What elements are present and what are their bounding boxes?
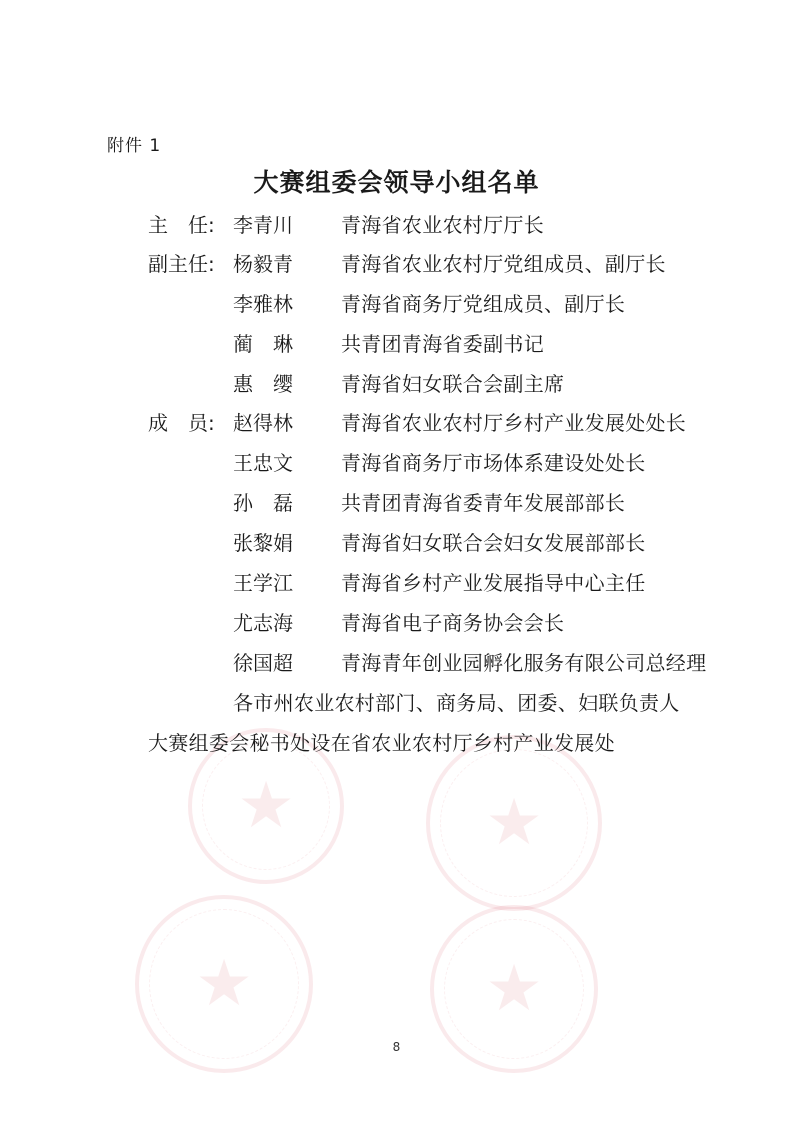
member-post: 青海省妇女联合会副主席 [341,372,565,396]
member-name: 王学江 [233,571,293,595]
star-icon: ★ [195,947,253,1021]
member-name: 惠 缨 [233,372,293,396]
member-name: 杨毅青 [233,252,293,276]
member-post: 青海省商务厅党组成员、副厅长 [341,292,626,316]
member-name: 张黎娟 [233,531,293,555]
member-name: 李雅林 [233,292,293,316]
member-post: 青海省商务厅市场体系建设处处长 [341,451,646,475]
member-name: 李青川 [233,213,293,237]
extra-members-line: 各市州农业农村部门、商务局、团委、妇联负责人 [233,691,680,715]
secretariat-line: 大赛组委会秘书处设在省农业农村厅乡村产业发展处 [148,731,615,755]
member-post: 共青团青海省委副书记 [341,332,544,356]
star-icon: ★ [237,769,295,843]
member-post: 青海省妇女联合会妇女发展部部长 [341,531,646,555]
page-title: 大赛组委会领导小组名单 [253,168,540,197]
member-post: 共青团青海省委青年发展部部长 [341,491,626,515]
member-post: 青海省农业农村厅党组成员、副厅长 [341,252,666,276]
member-name: 徐国超 [233,651,293,675]
member-post: 青海省农业农村厅厅长 [341,213,544,237]
role-label-deputy: 副主任: [148,252,215,276]
member-post: 青海省农业农村厅乡村产业发展处处长 [341,411,687,435]
role-label-director: 主 任: [148,213,215,237]
star-icon: ★ [485,786,543,860]
seal-stamp [426,735,602,911]
role-label-members: 成 员: [148,411,215,435]
member-name: 王忠文 [233,451,293,475]
page-number: 8 [392,1040,401,1054]
star-icon: ★ [485,952,543,1026]
attachment-label: 附件 1 [107,136,162,156]
member-post: 青海青年创业园孵化服务有限公司总经理 [341,651,707,675]
member-post: 青海省电子商务协会会长 [341,611,565,635]
member-name: 赵得林 [233,411,293,435]
member-name: 尤志海 [233,611,293,635]
member-post: 青海省乡村产业发展指导中心主任 [341,571,646,595]
member-name: 孙 磊 [233,491,293,515]
member-name: 蔺 琳 [233,332,293,356]
